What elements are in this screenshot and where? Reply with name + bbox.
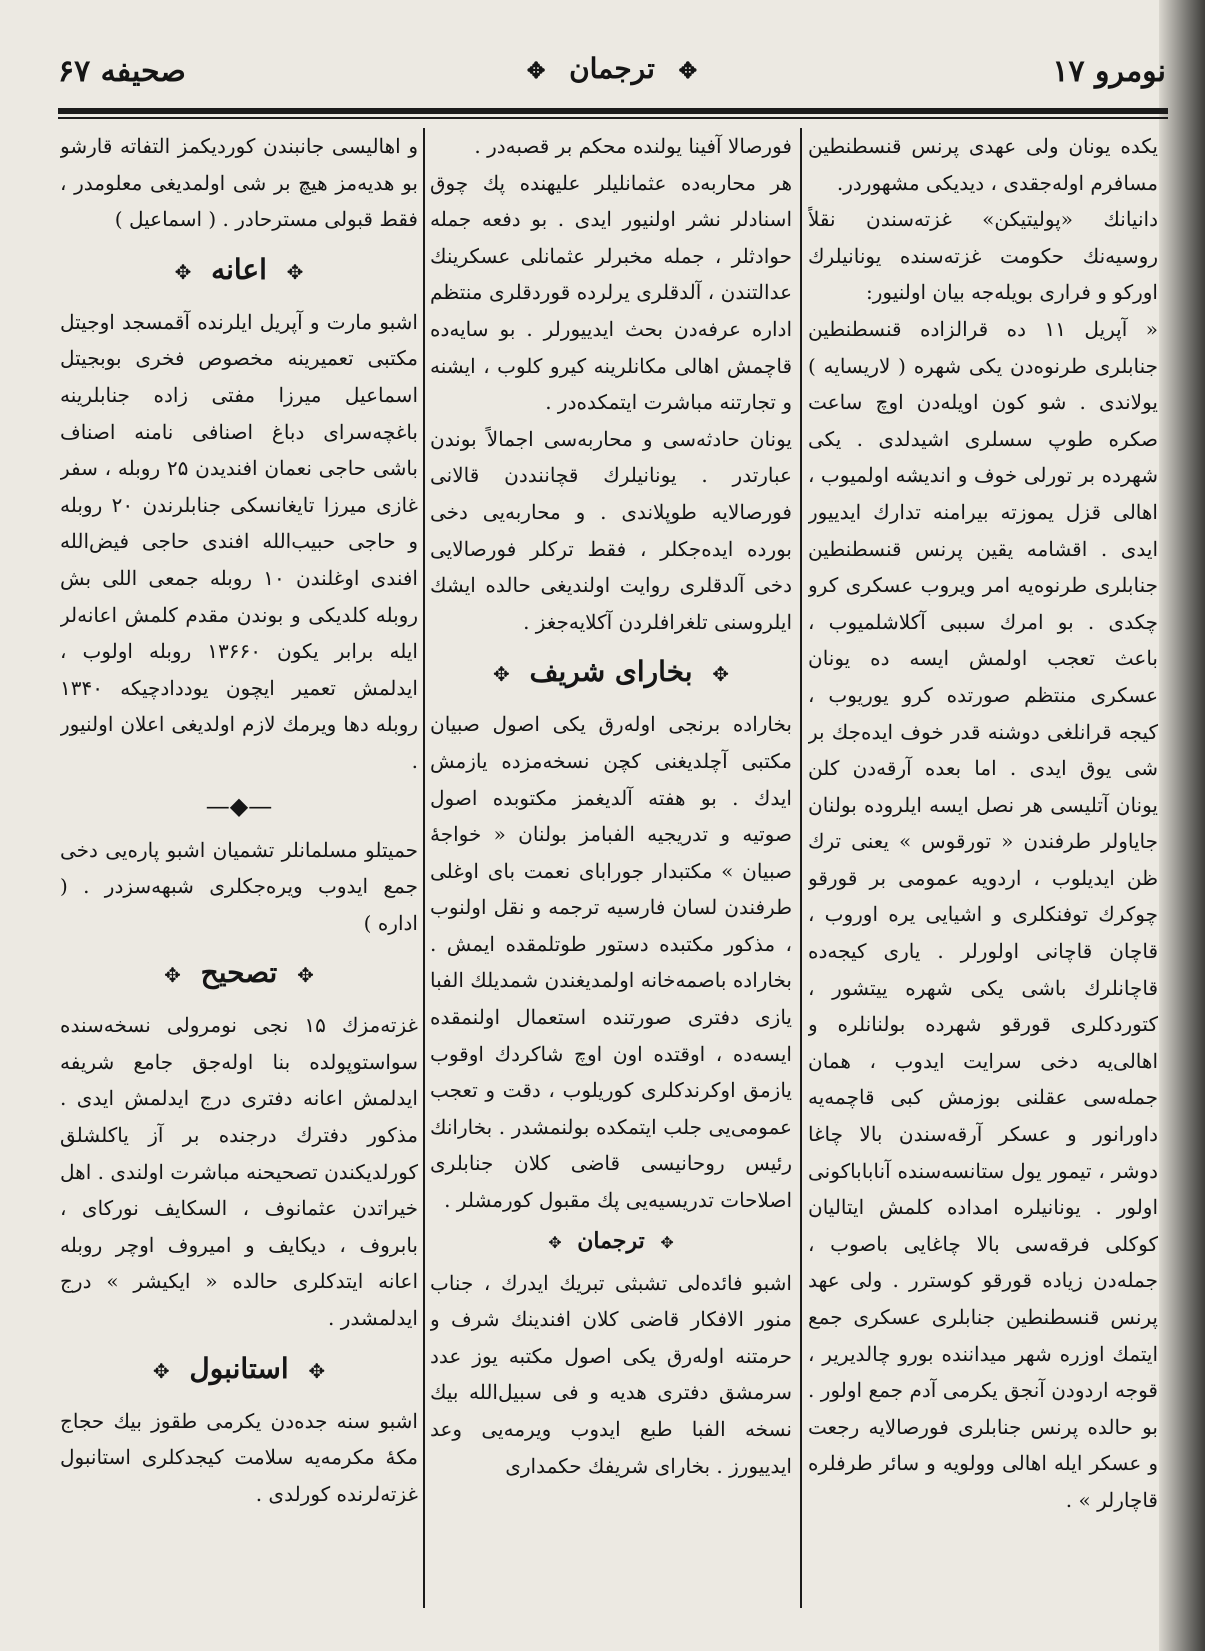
ornament-icon: ✥ bbox=[660, 1232, 674, 1252]
heading-text: بخارای شریف bbox=[529, 655, 693, 689]
heading-text: ترجمان bbox=[577, 1227, 645, 1254]
ornament-icon: ✥ bbox=[164, 963, 181, 988]
heading-text: اعانه bbox=[211, 252, 267, 286]
issue-number: نومرو ۱۷ bbox=[1052, 54, 1166, 89]
section-heading-istanbul bbox=[60, 1343, 418, 1397]
ornament-icon: ✥ bbox=[152, 1358, 170, 1383]
paragraph: دانیانك «پولیتیکن» غزته‌سندن نقلاً روسیه‌نك حکومت غزته‌سنده یونانیلرك اورکو و فراری بویله‌جه بیان اولنیور: bbox=[808, 207, 1158, 305]
section-heading-bukhara bbox=[430, 646, 792, 700]
paragraph: بخاراده برنجی اوله‌رق یکی اصول صبیان مکتبی آچلدیغنی کچن نسخه‌مزده یازمش ایدك . بو هفته آلدیغمز مکتوبده اصول صوتیه و تدریجیه الفبامز بولنان « خواجهٔ صبیان » مکتبدار جورابای نعمت بای اوغلی طرفندن لسان فارسیه ترجمه و نقل اولنوب ، مذکور مکتبده دستور طوتلمقده ایمش . بخاراده باصمه‌خانه اولمدیغندن شمدیلك الفبا یازی دفتری صورتنده استعمال اولنمقده ایسه‌ده ، اوقتده اون اوچ شاکردك اوقوب یازمق اوکرندکلری کوریلوب ، دقت و تعجب عمومی‌یی جلب ایتمکده بولنمشدر . بخارانك رئیس روحانیسی قاضی کلان جنابلری اصلاحات تدریسیه‌یی پك مقبول کورمشلر . bbox=[430, 712, 792, 1213]
header-rule bbox=[58, 108, 1168, 114]
heading-text: تصحیح bbox=[200, 956, 278, 990]
page-number: صحیفه ۶۷ bbox=[58, 54, 186, 89]
paragraph: « آپریل ۱۱ ده قرالزاده قنسطنطین جنابلری طرنوه‌دن یکی شهره ( لاریسایه ) یولاندی . شو کون اویله‌دن اوچ ساعت صکره طوپ سسلری اشیدلدی . یکی شهرده بر تورلی خوف و اندیشه اولمیوب ، اهالی قزل یموزته بیرامنه تدارك ایدییور ایدی . اقشامه یقین پرنس قنسطنطین جنابلری طرنوه‌یه امر ویروب عسکری کرو چکدی . بو امرك سببی آکلاشلمیوب ، باعث تعجب اولمش ایسه ده یونان عسکری منتظم صورتده کرو یوریوب ، کیجه قرانلغی دوشنه قدر خوف ایده‌جك بر شی یوق ایدی . اما بعده آرقه‌دن کلن یونان آتلیسی هر نصل ایسه ایلروده بولنان جایاولر طرفندن « تورقوس » یعنی ترك ظن ایدیلوب ، اردویه عمومی بر قورقو چوکرك توفنکلری و اشیایی یره اوروب ، قاچان قاچانی اولورلر . یاری کیجه‌ده قاچانلرك باشی یکی شهره ییتشور ، کتوردکلری قورقو شهرده بولنانلره و اهالی‌یه دخی سرایت ایدوب ، همان جمله‌سی عقلنی بوزمش کبی قاچمه‌یه داورانور و عسکر آرقه‌سندن بالا چاغا دوشر ، تیمور یول ستانسه‌سنده آناباباکونی اولور . یونانیلره امداده کلمش ایتالیان کوکلی فرقه‌سی بالا چاغایی باصوب ، جمله‌دن زیاده قورقو کوسترر . ولی عهد پرنس قنسطنطین جنابلری عسکری جمع ایتمك اوزره شهر میداننده بورو چالدیریر ، قوجه اردودن آنجق یکرمی آدم جمع اولور . بو حالده پرنس جنابلری فورصالایه رجعت و عسکر ایله اهالی وولویه و سائر طرفلره قاچارلر » . bbox=[808, 316, 1158, 1512]
masthead bbox=[58, 52, 1166, 85]
paragraph: هر محاربه‌ده عثمانلیلر علیهنده پك چوق اسنادلر نشر اولنیور ایدی . بو دفعه جمله حوادثلر ، جمله مخبرلر عثمانلی عسکرینك عدالتندن ، آلدقلری یرلرده قوردقلری منتظم اداره عرفه‌دن بحث ایدییورلر . بو سایه‌ده قاچمش اهالی مکانلرینه کیرو کلوب ، ایشنه و تجارتنه مباشرت ایتمکده‌در . bbox=[430, 170, 792, 415]
paragraph: غزته‌مزك ۱۵ نجی نومرولی نسخه‌سنده سواستوپولده بنا اوله‌جق جامع شریفه ایدلمش اعانه دفتری درج ایدلمش ایدی . مذکور دفترك درجنده بر آز یاکلشلق کورلدیکندن تصحیحنه مباشرت اولندی . اهل خیراتدن عثمانوف ، السکایف نورکای ، بابروف ، دیکایف و امیروف اوچر روبله اعانه ایتدکلری حالده « ایکیشر » درج ایدلمشدر . bbox=[60, 1013, 418, 1331]
page-edge-shadow bbox=[1159, 0, 1205, 1651]
section-divider: —◆— bbox=[205, 791, 273, 820]
ornament-icon: ✥ bbox=[308, 1358, 326, 1383]
column-right bbox=[808, 128, 1158, 1628]
ornament-icon: ✥ bbox=[526, 58, 546, 84]
paragraph: اشبو مارت و آپریل ایلرنده آقمسجد اوجیتل مکتبی تعمیرینه مخصوص فخری بوبجیتل اسماعیل میرزا مفتی زاده جنابلرینه باغچه‌سرای دباغ اصنافی نامنه اصناف باشی حاجی نعمان افندیدن ۲۵ روبله ، سفر غازی میرزا تایغانسکی جنابلرندن ۲۰ روبله و حاجی حبیب‌الله افندی حاجی فیض‌الله افندی اوغلندن ۱۰ روبله جمعی اللی بش روبله کلدیکی و بوندن مقدم کلمش اعانه‌لر ایله برابر یکون ۱۳۶۶۰ روبله اولوب ، ایدلمش تعمیر ایچون یوددادچیکه ۱۳۴۰ روبله دها ویرمك لازم اولدیغی اعلان اولنیور . bbox=[60, 309, 418, 773]
section-heading-tashih bbox=[60, 947, 418, 1001]
newspaper-title: ترجمان bbox=[569, 52, 655, 85]
page-header bbox=[58, 52, 1166, 92]
paragraph: فورصالا آفینا یولنده محکم بر قصبه‌در . bbox=[474, 134, 792, 158]
paragraph: یکده یونان ولی عهدی پرنس قنسطنطین مسافرم اوله‌جقدی ، دیدیکی مشهوردر. bbox=[808, 134, 1158, 195]
ornament-icon: ✥ bbox=[297, 963, 314, 988]
ornament-icon: ✥ bbox=[548, 1232, 562, 1252]
column-divider bbox=[800, 128, 802, 1608]
paragraph: اشبو فائده‌لی تشبثی تبریك ایدرك ، جناب منور الافکار قاضی کلان افندینك شرف و حرمتنه اوله‌رق یکی اصول مکتبه یوز عدد سرمشق دفتری هدیه و فی سبیل‌الله بیك نسخه الفبا طبع ایدوب ویرمه‌یی وعد ایدییورز . بخارای شریفك حکمداری bbox=[430, 1270, 792, 1478]
paragraph: اشبو سنه جده‌دن یکرمی طقوز بیك حجاج مکهٔ مکرمه‌یه سلامت کیجدکلری استانبول غزته‌لرنده کورلدی . bbox=[60, 1408, 418, 1506]
ornament-icon: ✥ bbox=[492, 662, 510, 687]
ornament-icon: ✥ bbox=[174, 259, 192, 284]
section-heading-tarjuman bbox=[430, 1219, 792, 1265]
column-left bbox=[60, 128, 418, 1628]
paragraph: و اهالیسی جانبندن کوردیکمز التفاته قارشو بو هدیه‌مز هیچ بر شی اولمدیغی معلومدر ، فقط قبولی مسترحادر . ( اسماعیل ) bbox=[60, 134, 418, 232]
column-middle bbox=[430, 128, 792, 1628]
paragraph: یونان حادثه‌سی و محاربه‌سی اجمالاً بوندن عبارتدر . یونانیلرك قچاننددن قالانی فورصالایه طوپلاندی . و محاربه‌یی دخی بورده ایده‌جکلر ، فقط ترکلر فورصالایی دخی آلدقلری روایت اولندیغی حالده ایشك ایلروسنی تلغرافلردن آکلایه‌جغز . bbox=[430, 426, 792, 634]
header-rule-thin bbox=[58, 117, 1168, 119]
heading-text: استانبول bbox=[189, 1351, 289, 1385]
column-divider bbox=[423, 128, 425, 1608]
ornament-icon: ✥ bbox=[678, 58, 698, 84]
ornament-icon: ✥ bbox=[286, 259, 304, 284]
paragraph: حمیتلو مسلمانلر تشمیان اشبو پاره‌یی دخی جمع ایدوب ویره‌جکلری شبهه‌سزدر . ( اداره ) bbox=[60, 837, 418, 935]
section-heading-iane bbox=[60, 244, 418, 298]
ornament-icon: ✥ bbox=[712, 662, 730, 687]
